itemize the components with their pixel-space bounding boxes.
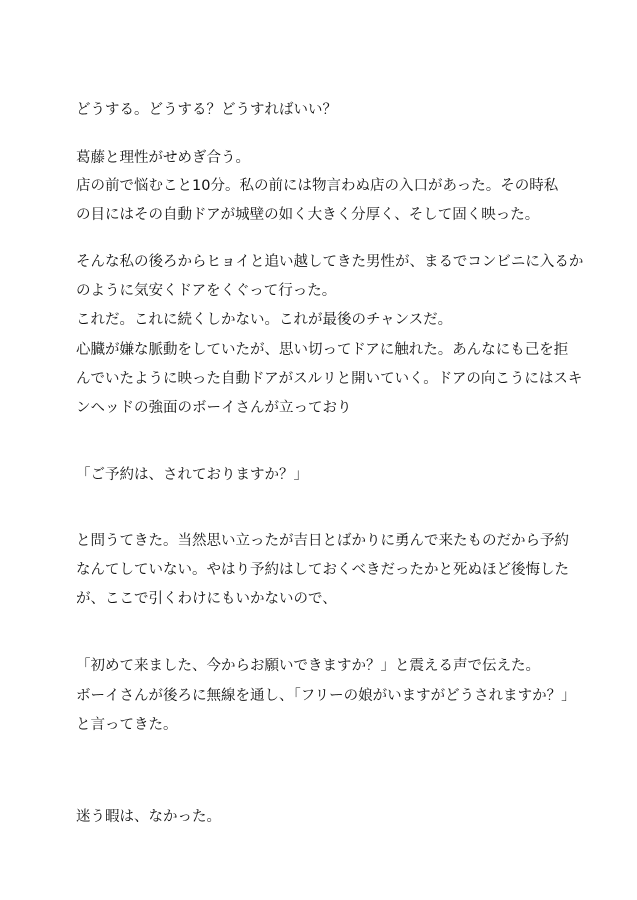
text-line: 心臓が嫌な脈動をしていたが、思い切ってドアに触れた。あんなにも己を拒 [76,342,569,358]
text-line: んでいたように映った自動ドアがスルリと開いていく。ドアの向こうにはスキ [76,371,583,387]
text-line: ンヘッドの強面のボーイさんが立っており [76,400,352,416]
text-line: の目にはその自動ドアが城壁の如く大きく分厚く、そして固く映った。 [76,207,540,223]
text-line: のように気安くドアをくぐって行った。 [76,283,337,299]
text-line: 店の前で悩むこと10分。私の前には物言わぬ店の入口があった。その時私 [76,178,559,194]
text-line: と言ってきた。 [76,717,178,733]
text-line: が、ここで引くわけにもいかないので、 [76,591,337,607]
text-line: どうする。どうする？どうすればいい？ [76,102,337,118]
text-line: 「初めて来ました、今からお願いできますか？」と震える声で伝えた。 [76,658,540,674]
text-line: なんてしていない。やはり予約はしておくべきだったかと死ぬほど後悔した [76,562,569,578]
text-line: 「ご予約は、されておりますか？」 [76,467,308,483]
text-line: と問うてきた。当然思い立ったが吉日とばかりに勇んで来たものだから予約 [76,533,569,549]
text-line: これだ。これに続くしかない。これが最後のチャンスだ。 [76,312,453,328]
text-line: 葛藤と理性がせめぎ合う。 [76,150,250,166]
text-line: ボーイさんが後ろに無線を通し、「フリーの娘がいますがどうされますか？」 [76,688,576,704]
text-line: 迷う暇は、なかった。 [76,809,221,825]
text-line: そんな私の後ろからヒョイと追い越してきた男性が、まるでコンビニに入るか [76,254,584,270]
